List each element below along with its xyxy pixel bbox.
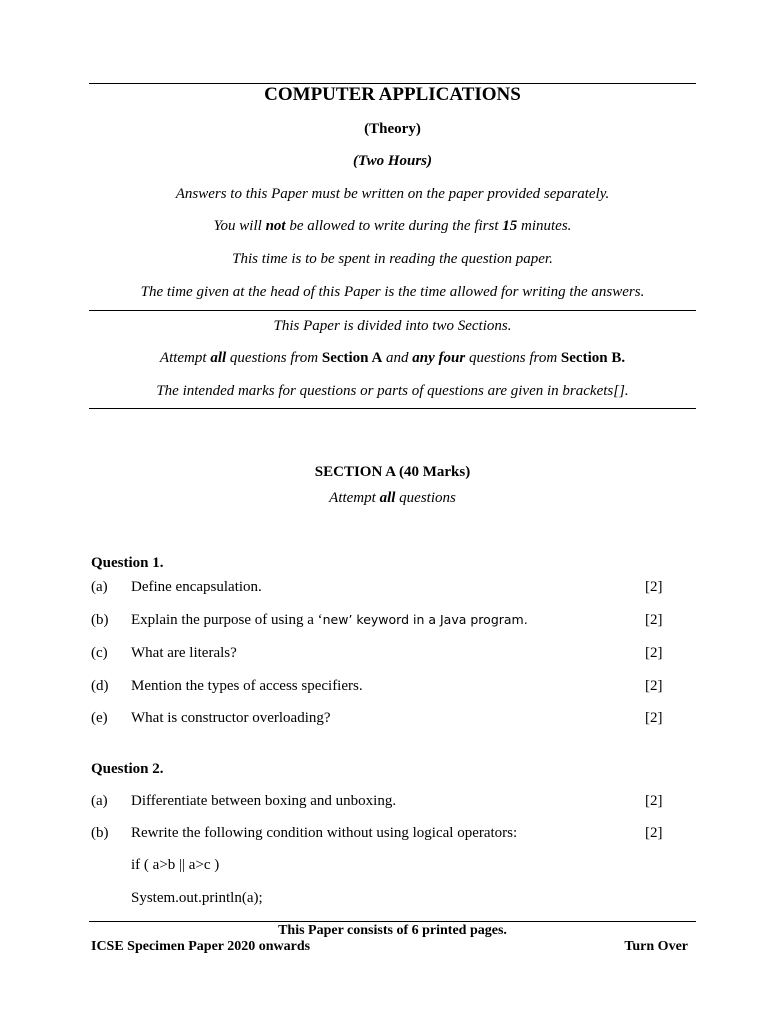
note-line-2-part: questions from [465,350,561,366]
instruction-line-2 [89,218,696,235]
note-line-1: This Paper is divided into two Sections. [273,318,512,334]
paper-duration: (Two Hours) [352,153,433,169]
middle-rule [89,310,696,311]
section-a-attempt-part: questions [395,490,456,506]
question-part-text [131,612,528,629]
footer-rule [89,921,696,922]
question-part-label: (e) [91,710,108,726]
section-a-heading: SECTION A (40 Marks) [314,464,471,480]
instruction-line-2-part: not [265,218,286,234]
question-part-text-segment: new’ keyword in a Java program. [322,612,528,627]
question-part-marks: [2] [645,678,663,694]
question-1-heading: Question 1. [91,555,164,571]
note-line-2-part: all [210,350,227,366]
code-line-1: if ( a>b || a>c ) [131,857,220,873]
instruction-line-3: This time is to be spent in reading the question paper. [232,251,553,267]
instruction-line-2-part: minutes. [517,218,572,234]
note-line-2-part: Section B. [560,350,626,366]
section-a-attempt [89,490,696,507]
question-2-heading: Question 2. [91,761,164,777]
note-line-2-part: Section A [321,350,383,366]
question-part-text: What is constructor overloading? [131,710,331,726]
question-part-text: What are literals? [131,645,237,661]
question-part-text: Mention the types of access specifiers. [131,678,363,694]
footer-left-text: ICSE Specimen Paper 2020 onwards [91,939,311,954]
note-line-2-part: questions from [226,350,322,366]
note-line-2-part: and [382,350,413,366]
note-line-2 [89,350,696,367]
note-line-2-part: any four [412,350,466,366]
note-line-2-part: Attempt [159,350,211,366]
question-part-marks: [2] [645,825,663,841]
question-part-text: Define encapsulation. [131,579,262,595]
paper-subtitle: (Theory) [364,121,421,137]
code-line-2: System.out.println(a); [131,890,263,906]
instruction-line-4: The time given at the head of this Paper is the time allowed for writing the answers. [140,284,645,300]
question-part-marks: [2] [645,710,663,726]
lower-rule [89,408,696,409]
question-part-text: Differentiate between boxing and unboxing. [131,793,397,809]
turn-over-text: Turn Over [624,939,688,954]
instruction-line-1: Answers to this Paper must be written on the paper provided separately. [175,186,610,202]
section-a-attempt-part: Attempt [329,490,380,506]
question-part-label: (c) [91,645,108,661]
question-part-label: (a) [91,579,108,595]
section-a-attempt-part: all [379,490,396,506]
question-part-marks: [2] [645,612,663,628]
question-part-marks: [2] [645,793,663,809]
question-part-label: (d) [91,678,109,694]
page-count-note: This Paper consists of 6 printed pages. [278,923,507,938]
instruction-line-2-part: be allowed to write during the first [285,218,503,234]
question-part-label: (b) [91,612,109,628]
question-part-text: Rewrite the following condition without using logical operators: [131,825,518,841]
question-part-label: (b) [91,825,109,841]
question-part-label: (a) [91,793,108,809]
question-part-marks: [2] [645,579,663,595]
instruction-line-2-part: You will [213,218,266,234]
question-part-text-segment: Explain the purpose of using a ‘ [131,612,323,628]
instruction-line-2-part: 15 [502,218,518,234]
page-title: COMPUTER APPLICATIONS [264,84,521,105]
note-line-3: The intended marks for questions or parts of questions are given in brackets[]. [156,383,629,399]
question-part-marks: [2] [645,645,663,661]
